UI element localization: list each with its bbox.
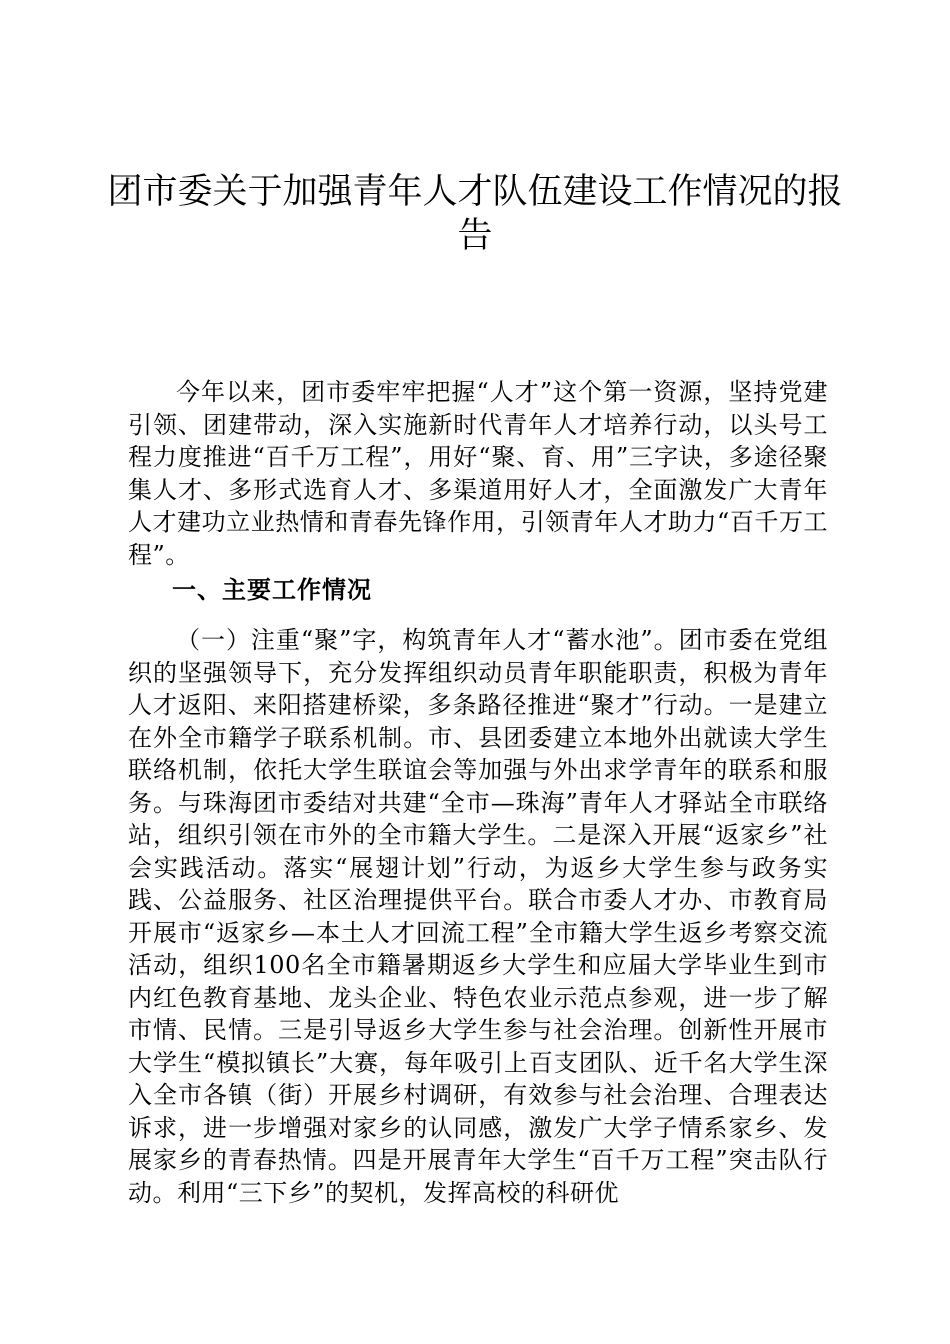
section-heading-main-work: 一、主要工作情况 (172, 575, 372, 604)
section-1-paragraph: （一）注重“聚”字，构筑青年人才“蓄水池”。团市委在党组织的坚强领导下，充分发挥组织动员青年职能职责，积极为青年人才返阳、来阳搭建桥梁，多条路径推进“聚才”行动。一是建立在外全市籍学子联系机制。市、县团委建立本地外出就读大学生联络机制，依托大学生联谊会等加强与外出求学青年的联系和服务。与珠海团市委结对共建“全市—珠海”青年人才驿站全市联络站，组织引领在市外的全市籍大学生。二是深入开展“返家乡”社会实践活动。落实“展翅计划”行动，为返乡大学生参与政务实践、公益服务、社区治理提供平台。联合市委人才办、市教育局开展市“返家乡—本土人才回流工程”全市籍大学生返乡考察交流活动，组织100名全市籍暑期返乡大学生和应届大学毕业生到市内红色教育基地、龙头企业、特色农业示范点参观，进一步了解市情、民情。三是引导返乡大学生参与社会治理。创新性开展市大学生“模拟镇长”大赛，每年吸引上百支团队、近千名大学生深入全市各镇（街）开展乡村调研，有效参与社会治理、合理表达诉求，进一步增强对家乡的认同感，激发广大学子情系家乡、发展家乡的青春热情。四是开展青年大学生“百千万工程”突击队行动。利用“三下乡”的契机，发挥高校的科研优 (128, 626, 828, 1207)
document-title: 团市委关于加强青年人才队伍建设工作情况的报告 (107, 172, 843, 256)
intro-paragraph: 今年以来，团市委牢牢把握“人才”这个第一资源，坚持党建引领、团建带动，深入实施新时代青年人才培养行动，以头号工程力度推进“百千万工程”，用好“聚、育、用”三字诀，多途径聚集人才、多形式选育人才、多渠道用好人才，全面激发广大青年人才建功立业热情和青春先锋作用，引领青年人才助力“百千万工程”。 (128, 378, 828, 569)
